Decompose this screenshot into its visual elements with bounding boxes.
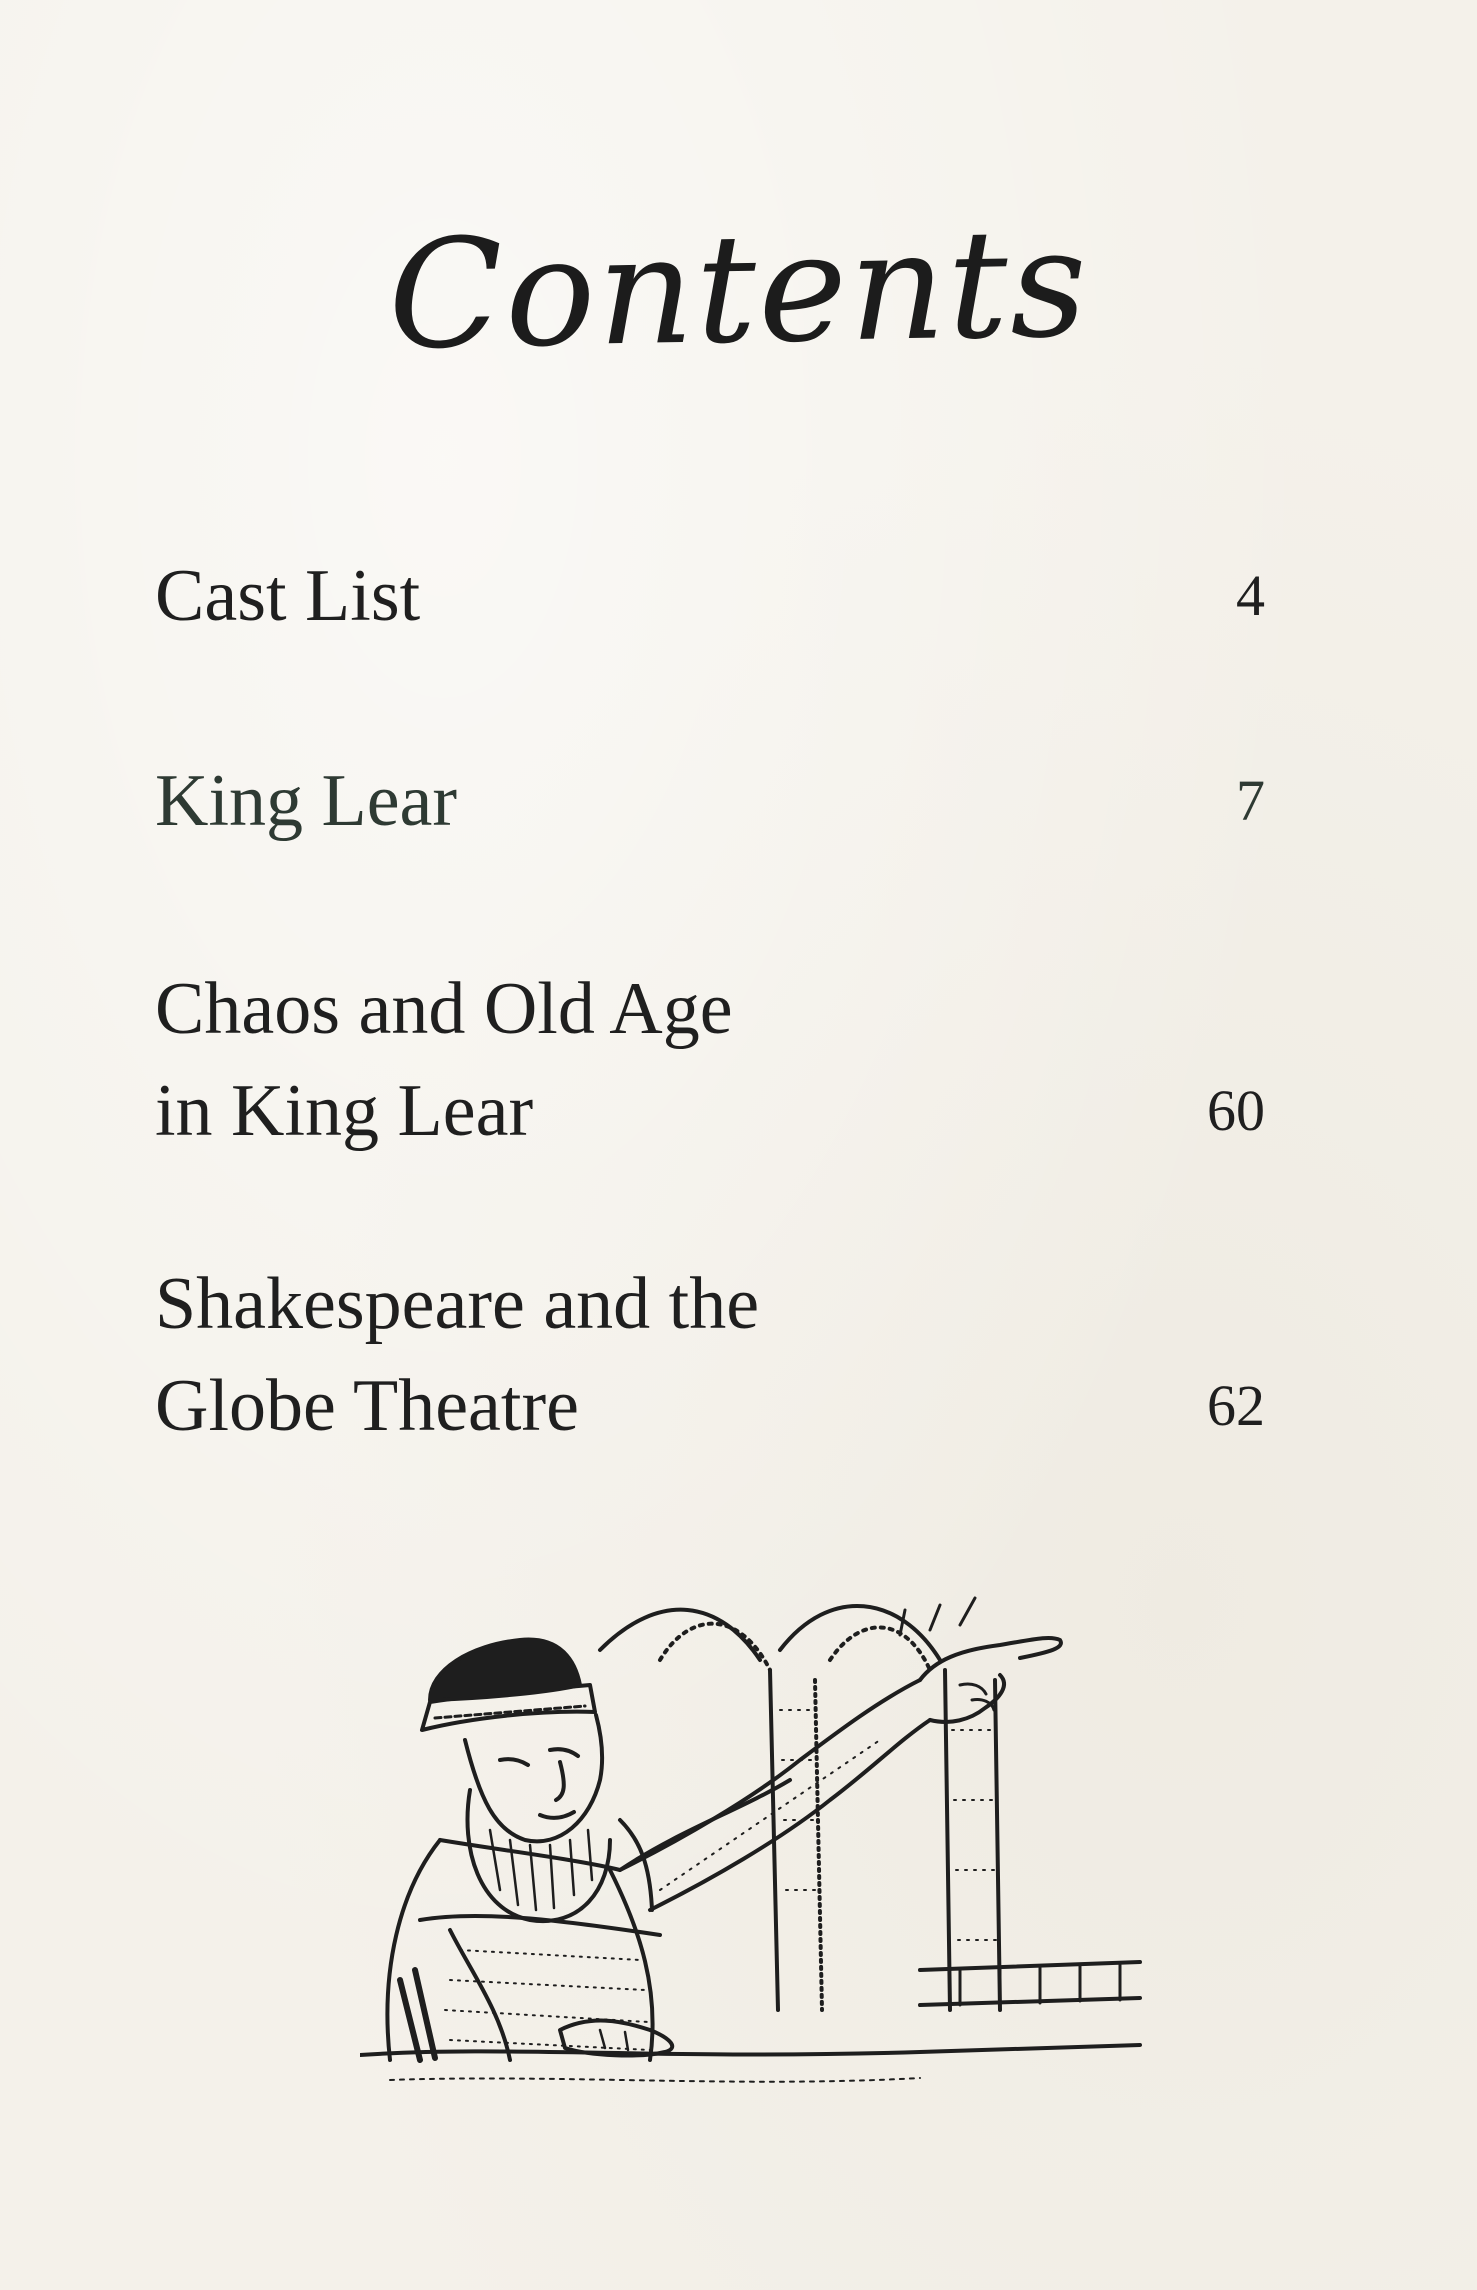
king-lear-illustration xyxy=(360,1590,1150,2120)
toc-entry-chaos-and-old-age[interactable] xyxy=(155,958,1265,1162)
toc-entry-label: King Lear xyxy=(155,760,458,842)
toc-page-number: 62 xyxy=(1207,1373,1265,1438)
toc-page-number: 60 xyxy=(1207,1078,1265,1143)
toc-entry-shakespeare-and-globe[interactable] xyxy=(155,1253,1265,1457)
toc-entry-label-line-2: Globe Theatre xyxy=(155,1365,579,1447)
page-title: Contents xyxy=(386,196,1091,384)
toc-entry-label-line-1: Chaos and Old Age xyxy=(155,968,733,1050)
toc-page-number: 4 xyxy=(1236,563,1265,628)
toc-page-number: 7 xyxy=(1236,768,1265,833)
toc-entry-label-line-2: in King Lear xyxy=(155,1070,534,1152)
toc-entry-cast-list[interactable] xyxy=(155,545,1265,647)
toc-entry-label: Cast List xyxy=(155,555,421,637)
toc-entry-label-line-1: Shakespeare and the xyxy=(155,1263,760,1345)
toc-entry-king-lear[interactable] xyxy=(155,750,1265,852)
